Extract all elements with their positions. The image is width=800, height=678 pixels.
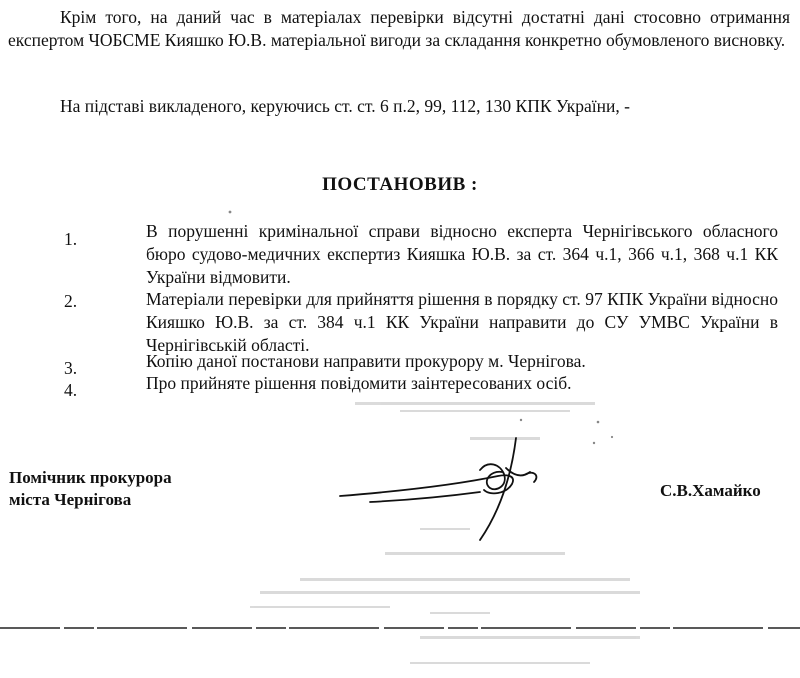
handwritten-signature (330, 430, 560, 550)
item-2-text: Матеріали перевірки для прийняття рішення в порядку ст. 97 КПК України відносно Кияшко Ю.В. за ст. 384 ч.1 КК України направити до СУ УМВС України в Чернігівській області. (146, 289, 778, 355)
item-3-text: Копію даної постанови направити прокурору м. Чернігова. (146, 351, 586, 371)
signer-position (9, 467, 172, 511)
item-2-number: 2. (64, 291, 78, 311)
item-4-number: 4. (64, 380, 78, 400)
bottom-divider (0, 620, 800, 640)
item-3-number: 3. (64, 358, 78, 378)
document-heading: ПОСТАНОВИВ : (322, 174, 478, 195)
signer-name: С.В.Хамайко (660, 481, 761, 500)
item-1-number: 1. (64, 229, 78, 249)
item-4-text: Про прийняте рішення повідомити заінтересованих осіб. (146, 373, 572, 393)
intro-paragraph-1: Крім того, на даний час в матеріалах перевірки відсутні достатні дані стосовно отримання експертом ЧОБСМЕ Кияшко Ю.В. матеріальної вигоди за складання конкретно обумовленого висновку. (8, 7, 790, 50)
item-1-text: В порушенні кримінальної справи відносно експерта Чернігівського обласного бюро судово-медичних експертиз Кияшка Ю.В. за ст. 364 ч.1, 366 ч.1, 368 ч.1 КК України відмовити. (146, 221, 778, 287)
signer-position-line-2: міста Чернігова (9, 490, 132, 509)
signer-position-line-1: Помічник прокурора (9, 468, 172, 487)
intro-paragraph-2: На підставі викладеного, керуючись ст. ст. 6 п.2, 99, 112, 130 КПК України, - (60, 96, 630, 116)
